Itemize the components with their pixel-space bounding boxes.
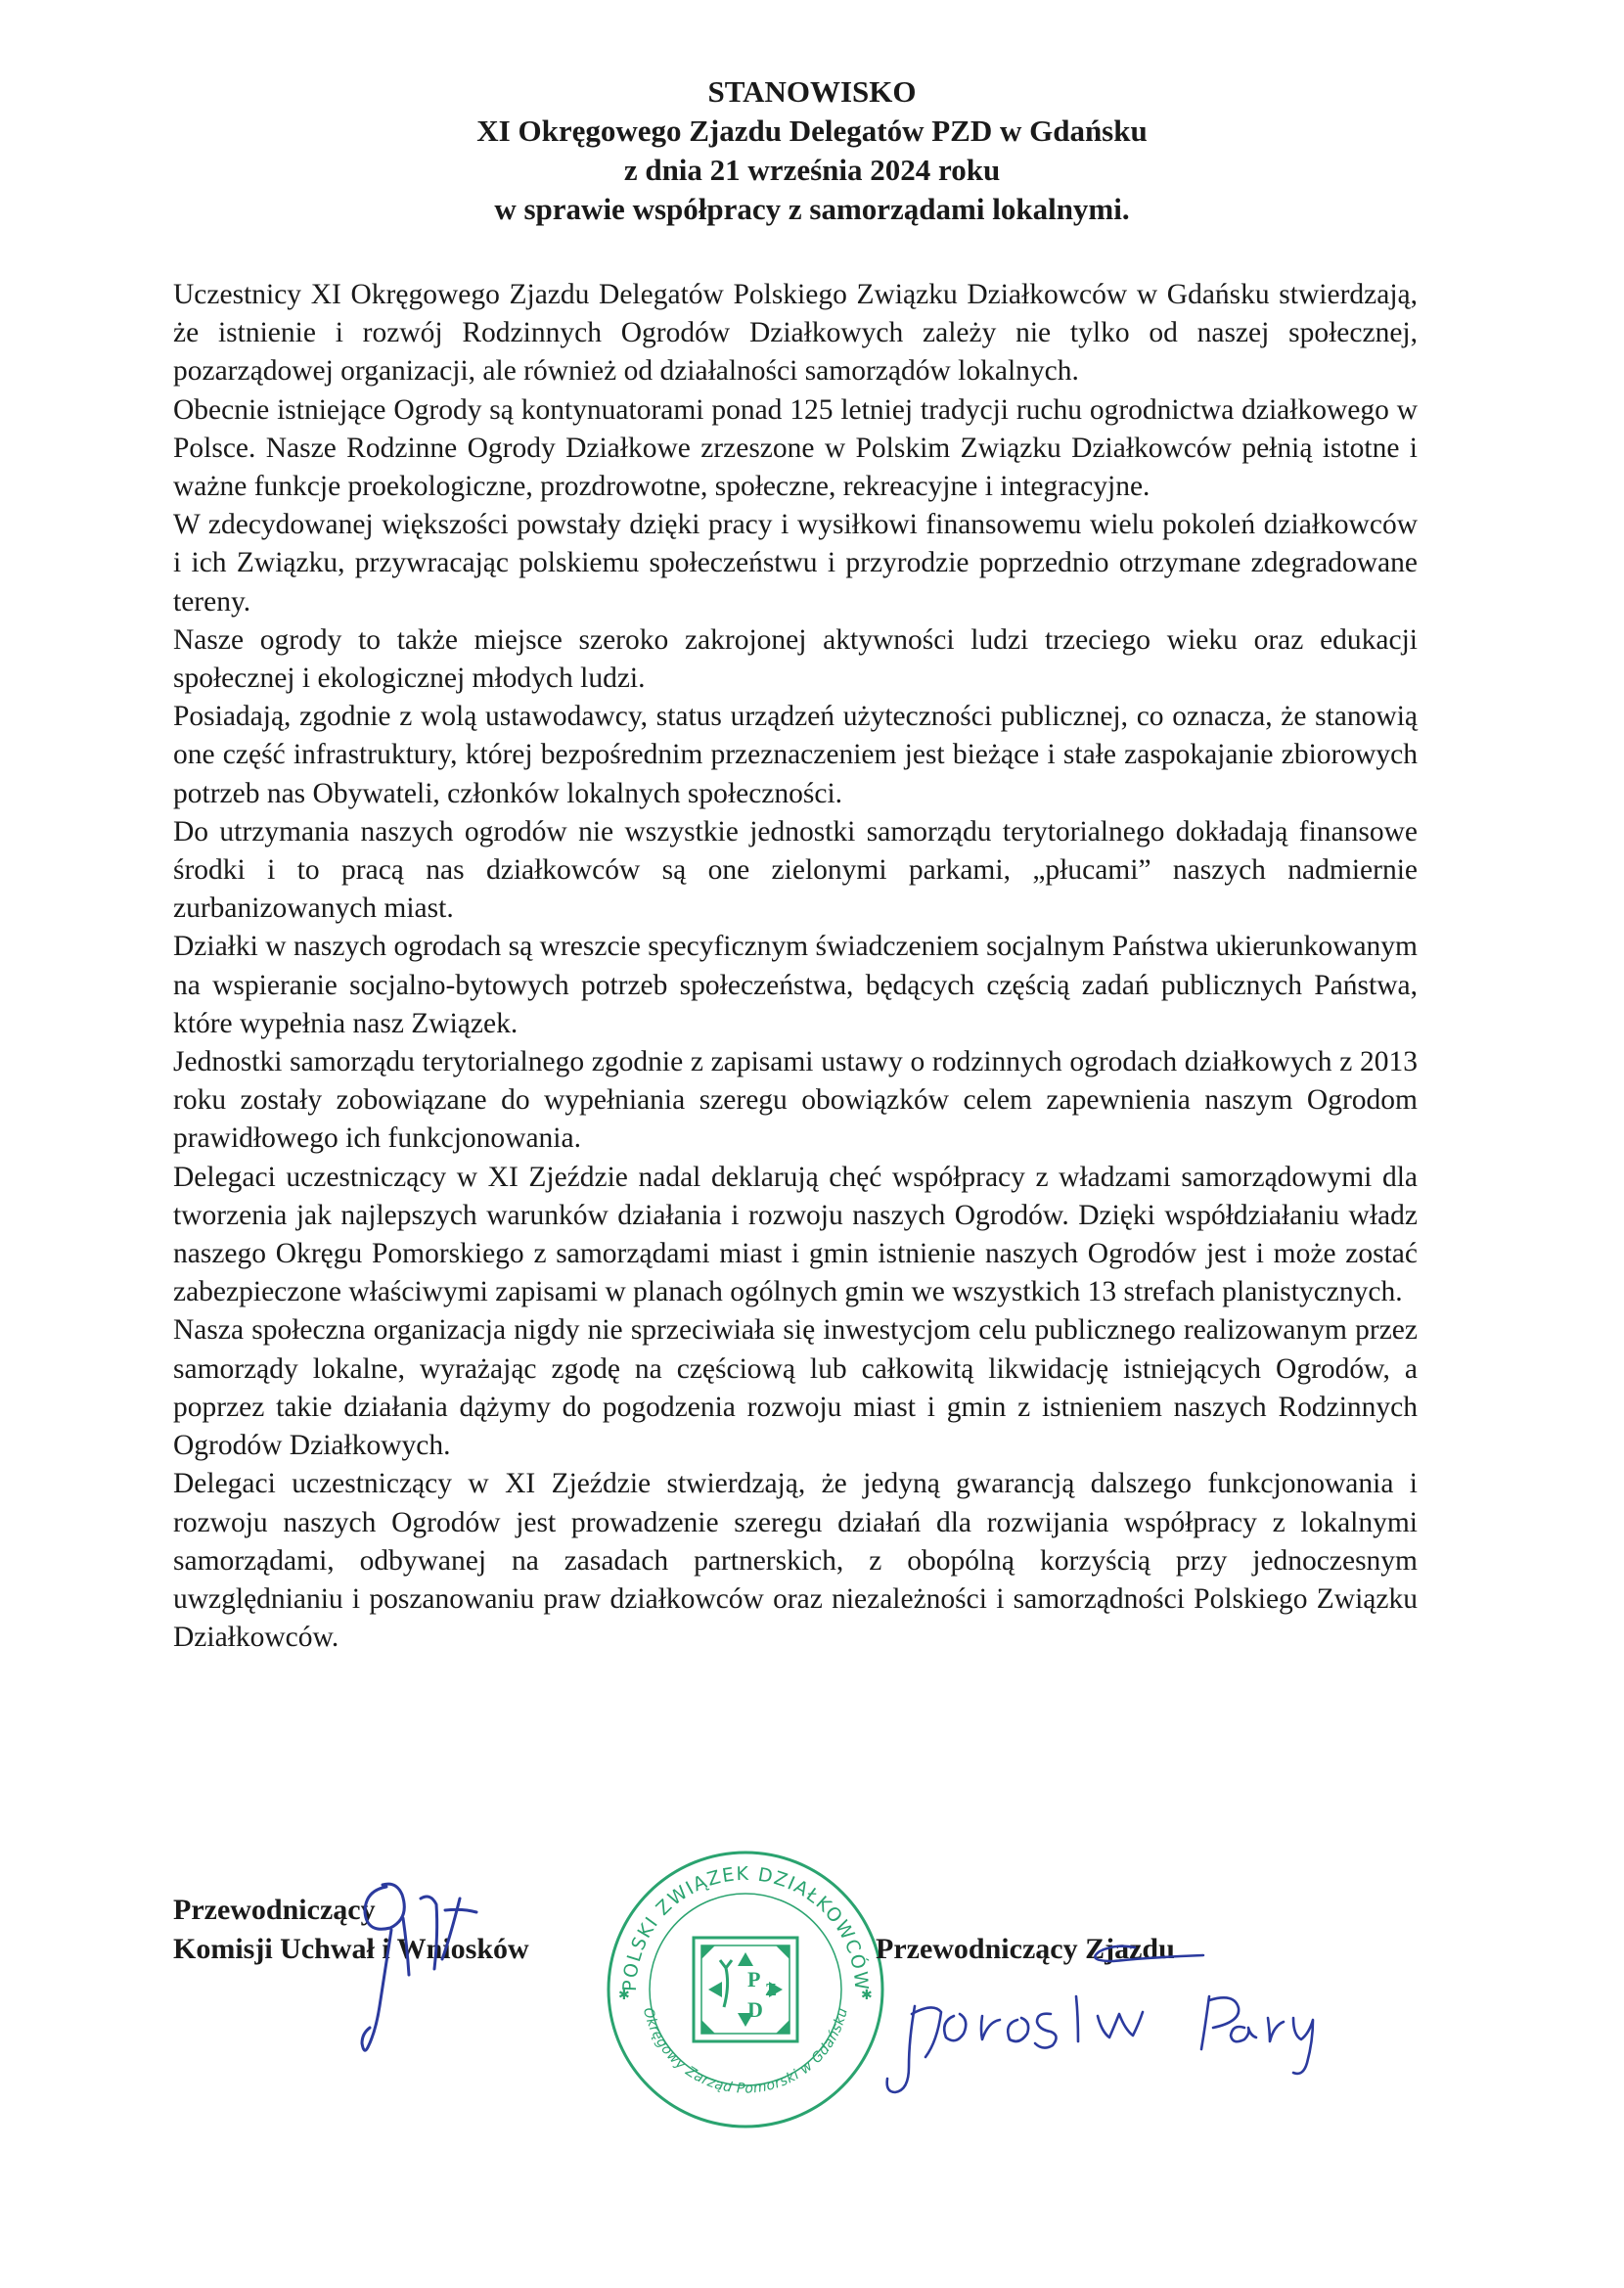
svg-text:✱: ✱	[861, 1988, 873, 2003]
heading-subject: w sprawie współpracy z samorządami lokalnymi.	[494, 192, 1130, 226]
paragraph-3: W zdecydowanej większości powstały dzięki pracy i wysiłkowi finansowemu wielu pokoleń działkowców i ich Związku, przywracając polskiemu społeczeństwu i przyrodzie poprzednio otrzymane zdegradowane tereny.	[173, 509, 1418, 618]
signature-block-left	[173, 1891, 529, 1969]
signature-right-title: Przewodniczący Zjazdu	[876, 1933, 1175, 1965]
paragraph-6: Do utrzymania naszych ogrodów nie wszystkie jednostki samorządu terytorialnego dokładają finansowe środki i to pracą nas działkowców są one zielonymi parkami, „płucami” naszych nadmiernie zurbanizowanych miast.	[173, 815, 1418, 925]
heading-assembly: XI Okręgowego Zjazdu Delegatów PZD w Gdańsku	[476, 114, 1148, 148]
svg-text:✱: ✱	[618, 1988, 630, 2003]
signature-left-committee: Komisji Uchwał i Wniosków	[173, 1933, 529, 1965]
paragraph-9: Delegaci uczestniczący w XI Zjeździe nadal deklarują chęć współpracy z władzami samorządowymi dla tworzenia jak najlepszych warunków działania i rozwoju naszych Ogrodów. Dzięki współdziałaniu władz naszego Okręgu Pomorskiego z samorządami miast i gmin istnienie naszych Ogrodów jest i może zostać zabezpieczone właściwymi zapisami w planach ogólnych gmin we wszystkich 13 strefach planistycznych.	[173, 1161, 1418, 1308]
paragraph-7: Działki w naszych ogrodach są wreszcie specyficznym świadczeniem socjalnym Państwa ukierunkowanym na wspieranie socjalno-bytowych potrzeb społeczeństwa, będących częścią zadań publicznych Państwa, które wypełnia nasz Związek.	[173, 931, 1418, 1039]
heading-title: STANOWISKO	[707, 74, 917, 109]
paragraph-11: Delegaci uczestniczący w XI Zjeździe stwierdzają, że jedyną gwarancją dalszego funkcjonowania i rozwoju naszych Ogrodów jest prowadzenie szeregu działań dla rozwijania współpracy z lokalnymi samorządami, odbywanej na zasadach partnerskich, z obopólną korzyścią przy jednoczesnym uwzględnianiu i poszanowaniu praw działkowców oraz niezależności i samorządności Polskiego Związku Działkowców.	[173, 1468, 1418, 1654]
official-stamp	[599, 1843, 892, 2136]
paragraph-10: Nasza społeczna organizacja nigdy nie sprzeciwiała się inwestycjom celu publicznego realizowanym przez samorządy lokalne, wyrażając zgodę na częściową lub całkowitą likwidację istniejących Ogrodów, a poprzez takie działania dążymy do pogodzenia rozwoju miast i gmin z istnieniem naszych Rodzinnych Ogrodów Działkowych.	[173, 1314, 1418, 1462]
paragraph-8: Jednostki samorządu terytorialnego zgodnie z zapisami ustawy o rodzinnych ogrodach działkowych z 2013 roku zostały zobowiązane do wypełniania szeregu obowiązków celem zapewnienia naszym Ogrodom prawidłowego ich funkcjonowania.	[173, 1046, 1418, 1155]
stamp-emblem-icon	[694, 1938, 797, 2041]
stamp-outer-text-bottom: Okręgowy Zarząd Pomorski w Gdańsku	[639, 2005, 852, 2097]
document-body	[173, 276, 1418, 1657]
signature-left-title: Przewodniczący	[173, 1894, 376, 1926]
paragraph-1: Uczestnicy XI Okręgowego Zjazdu Delegatów Polskiego Związku Działkowców w Gdańsku stwierdzają, że istnienie i rozwój Rodzinnych Ogrodów Działkowych zależy nie tylko od naszej społecznej, pozarządowej organizacji, ale również od działalności samorządów lokalnych.	[173, 279, 1418, 388]
stamp-outer-text-top: POLSKI ZWIĄZEK DZIAŁKOWCÓW	[618, 1862, 873, 1992]
paragraph-4: Nasze ogrody to także miejsce szeroko zakrojonej aktywności ludzi trzeciego wieku oraz edukacji społecznej i ekologicznej młodych ludzi.	[173, 623, 1418, 695]
signature-block-right	[876, 1930, 1175, 1969]
document-heading	[0, 72, 1624, 229]
svg-text:Z: Z	[765, 1980, 778, 1999]
heading-date: z dnia 21 września 2024 roku	[623, 153, 1001, 187]
paragraph-5: Posiadają, zgodnie z wolą ustawodawcy, status urządzeń użyteczności publicznej, co oznacza, że stanowią one część infrastruktury, której bezpośrednim przeznaczeniem jest bieżące i stałe zaspokajanie zbiorowych potrzeb nas Obywateli, członków lokalnych społeczności.	[173, 701, 1418, 809]
paragraph-2: Obecnie istniejące Ogrody są kontynuatorami ponad 125 letniej tradycji ruchu ogrodnictwa działkowego w Polsce. Nasze Rodzinne Ogrody Działkowe zrzeszone w Polskim Związku Działkowców pełnią istotne i ważne funkcje proekologiczne, prozdrowotne, społeczne, rekreacyjne i integracyjne.	[173, 393, 1418, 503]
svg-text:P: P	[747, 1967, 761, 1991]
svg-text:D: D	[747, 1997, 763, 2022]
